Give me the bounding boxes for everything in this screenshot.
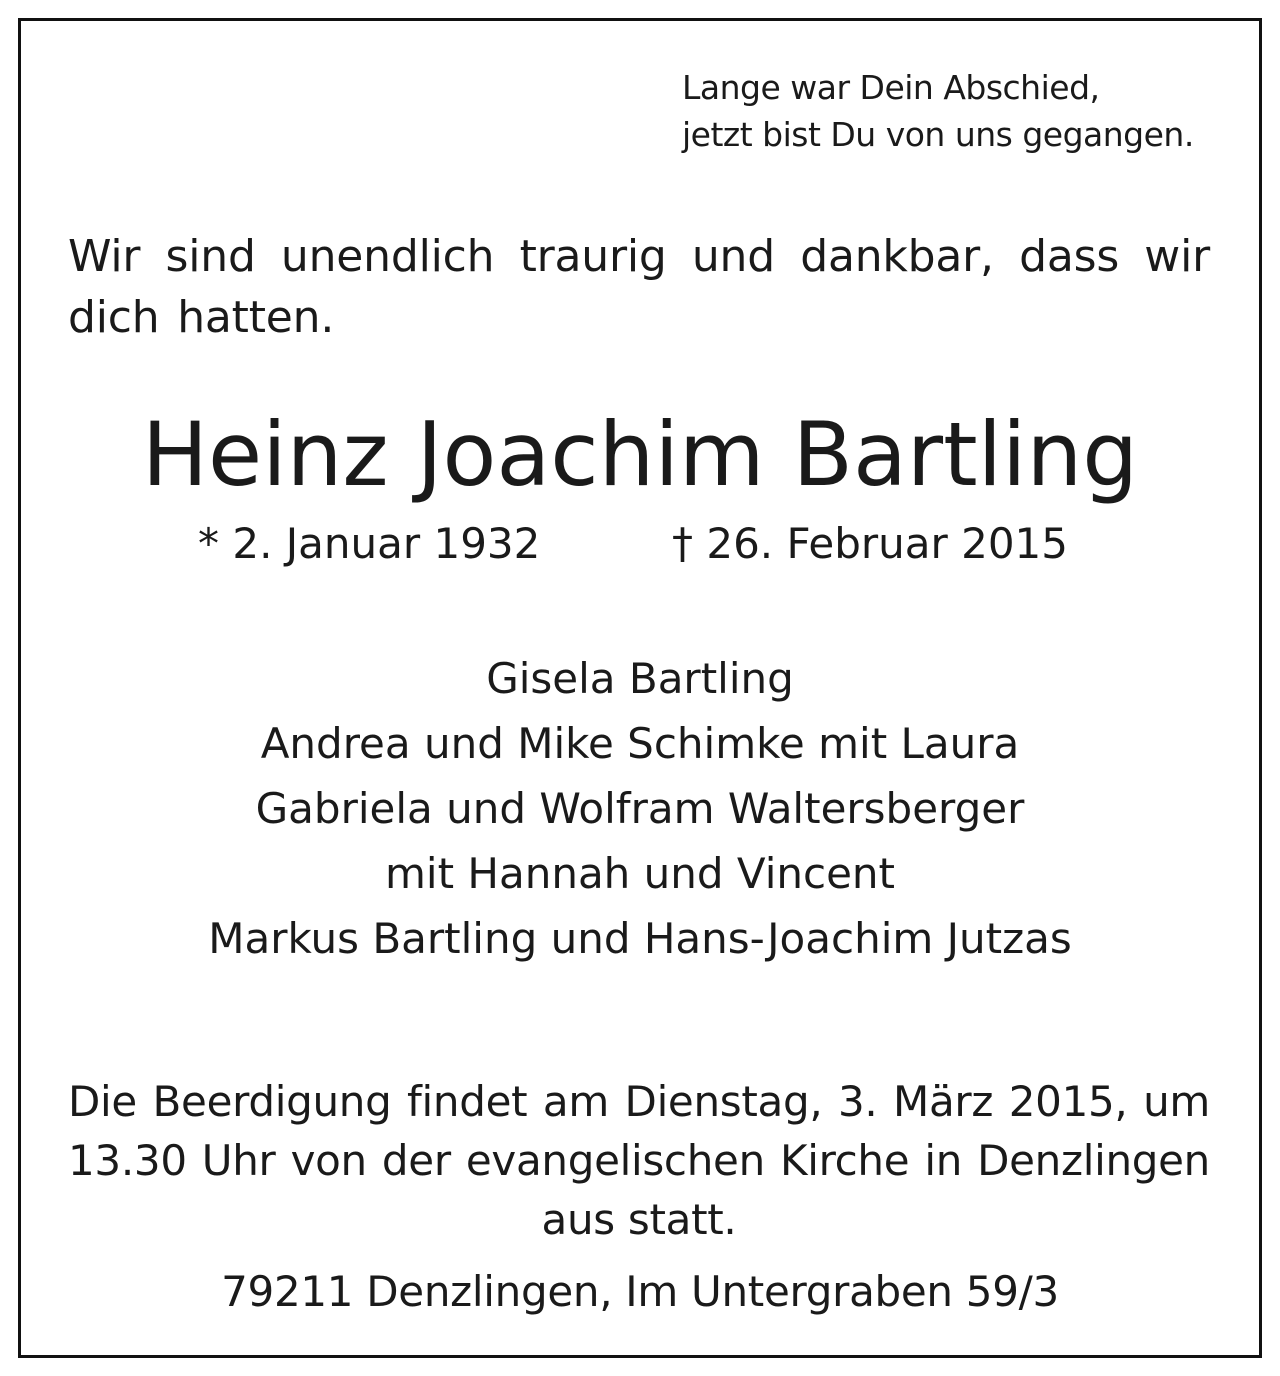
mourner-line: Gabriela und Wolfram Waltersberger xyxy=(255,784,1025,833)
mourner-line: Gisela Bartling xyxy=(486,654,794,703)
deceased-name: Heinz Joachim Bartling xyxy=(141,403,1139,506)
motto-line-1: Lange war Dein Abschied, xyxy=(682,68,1100,107)
mourner-line: Markus Bartling und Hans-Joachim Jutzas xyxy=(208,914,1072,963)
motto-line-2: jetzt bist Du von uns gegangen. xyxy=(682,115,1194,154)
funeral-notice: Die Beerdigung findet am Dienstag, 3. März 2015, um 13.30 Uhr von der evangelischen Kirche in Denzlingen aus statt. xyxy=(68,1077,1210,1244)
mourner-line: mit Hannah und Vincent xyxy=(384,849,896,898)
motto xyxy=(682,64,1242,158)
address: 79211 Denzlingen, Im Untergraben 59/3 xyxy=(221,1267,1059,1316)
birth-date: * 2. Januar 1932 xyxy=(198,519,541,568)
mourners-list xyxy=(0,646,1280,971)
intro-text: Wir sind unendlich traurig und dankbar, dass wir dich hatten. xyxy=(68,231,1210,343)
death-date: † 26. Februar 2015 xyxy=(672,519,1068,568)
mourner-line: Andrea und Mike Schimke mit Laura xyxy=(260,719,1020,768)
